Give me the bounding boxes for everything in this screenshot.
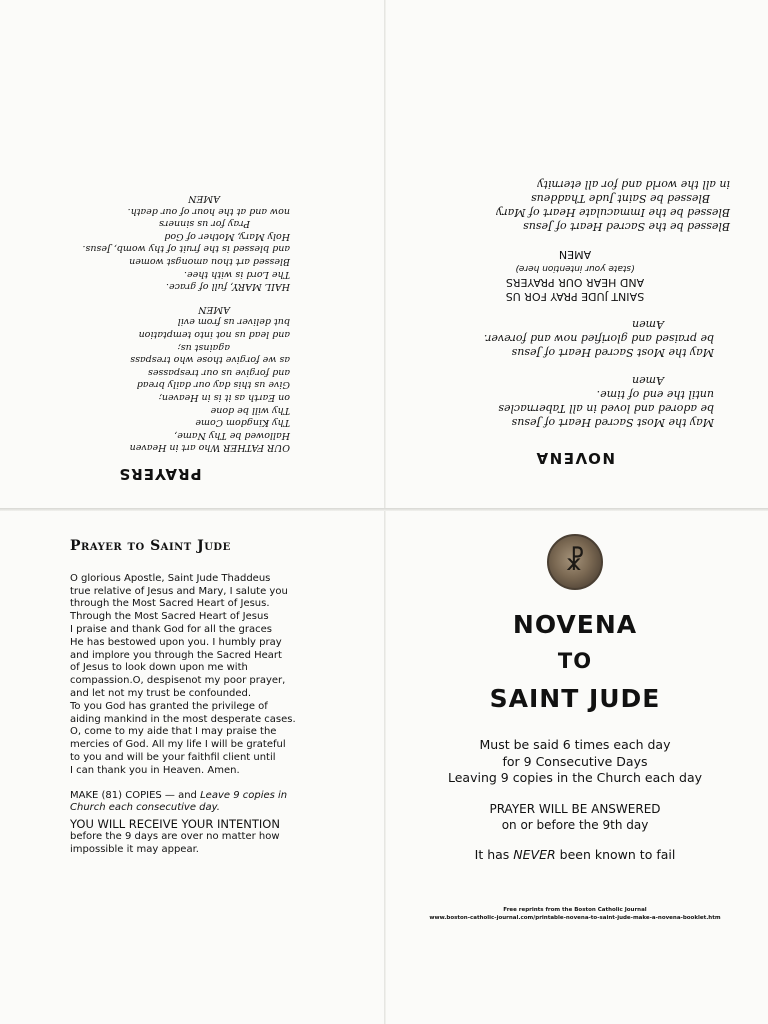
- petition-line: SAINT JUDE PRAY FOR US: [505, 290, 645, 303]
- prayer-line: and let not my trust be confounded.: [70, 687, 252, 699]
- prayer-line: I praise and thank God for all the graces: [70, 623, 272, 635]
- make-copies-instruction: [70, 790, 360, 816]
- novena-title: NOVENA: [535, 449, 615, 467]
- our-father-line: Hallowed be Thy Name,: [174, 429, 290, 441]
- hail-mary-line: now and at the hour of our death.: [127, 205, 290, 217]
- novena-panel: [410, 125, 740, 465]
- blessed-line: Blessed be the Immaculate Heart of Mary: [496, 206, 730, 219]
- novena-line: Amen: [632, 318, 664, 331]
- novena-stanza-2: [410, 317, 740, 359]
- petition-amen: AMEN: [558, 248, 592, 261]
- instruction-line: Leaving 9 copies in the Church each day: [448, 770, 702, 785]
- prayer-line: to you and will be your faithfil client until: [70, 751, 276, 763]
- hail-mary-line: HAIL MARY, full of grace.: [166, 281, 290, 293]
- our-father-prayer: [30, 302, 290, 453]
- hail-mary-prayer: [30, 192, 290, 293]
- answered-line: on or before the 9th day: [501, 817, 649, 832]
- hail-mary-line: and blessed is the fruit of thy womb, Jesus.: [82, 243, 290, 255]
- prayer-line: He has bestowed upon you. I humbly pray: [70, 636, 282, 648]
- our-father-line: and forgive us our trespasses: [147, 366, 290, 378]
- fail-pre: It has: [474, 846, 514, 862]
- saint-jude-prayer-panel: [70, 540, 360, 900]
- instruction-line: for 9 Consecutive Days: [502, 753, 648, 769]
- instruction-line: Must be said 6 times each day: [479, 737, 671, 752]
- cover-title-line: NOVENA: [512, 610, 638, 639]
- blessed-stanza: [410, 177, 740, 233]
- prayer-line: O, come to my aide that I may praise the: [70, 726, 277, 738]
- fail-post: been known to fail: [555, 846, 676, 862]
- cover-answered: [395, 801, 755, 833]
- cover-panel: [395, 530, 755, 930]
- our-father-line: Thy Kingdom Come: [195, 417, 290, 429]
- hail-mary-line: Holy Mary, Mother of God: [164, 230, 290, 242]
- our-father-line: against us;: [177, 341, 230, 353]
- our-father-line: and lead us not into temptation: [138, 329, 290, 341]
- novena-line: Amen: [632, 374, 664, 387]
- hail-mary-line: AMEN: [188, 193, 220, 205]
- petition-line: AND HEAR OUR PRAYERS: [505, 276, 645, 289]
- our-father-line: as we forgive those who trespass: [130, 354, 290, 366]
- prayer-line: true relative of Jesus and Mary, I salute you: [70, 585, 288, 597]
- cover-title-line: SAINT JUDE: [489, 684, 661, 713]
- fail-emphasis: NEVER: [513, 846, 556, 862]
- prayer-line: Through the Most Sacred Heart of Jesus: [70, 611, 269, 623]
- our-father-line: Thy will be done: [210, 404, 290, 416]
- prayer-line: mercies of God. All my life I will be grateful: [70, 739, 286, 751]
- blessed-line: Blessed be Saint Jude Thaddeus: [531, 192, 710, 205]
- footer-url: www.boston-catholic-journal.com/printable-novena-to-saint-jude-make-a-novena-booklet.htm: [429, 914, 721, 921]
- novena-line: be praised and glorified now and forever.: [483, 332, 714, 345]
- receive-line: before the 9 days are over no matter how: [70, 831, 280, 843]
- chi-rho-glyph: ☧: [564, 547, 586, 577]
- receive-headline: YOU WILL RECEIVE YOUR INTENTION: [70, 817, 280, 832]
- our-father-line: but deliver us from evil: [177, 316, 290, 328]
- saint-jude-prayer-title: Prayer to Saint Jude: [70, 538, 231, 554]
- footer-credit: Free reprints from the Boston Catholic Journal: [503, 906, 647, 913]
- prayer-line: through the Most Sacred Heart of Jesus.: [70, 598, 270, 610]
- answered-line: PRAYER WILL BE ANSWERED: [489, 801, 661, 816]
- our-father-line: on Earth as it is in Heaven;: [158, 392, 290, 404]
- blessed-line: in all the world and for all eternity: [537, 178, 730, 191]
- prayer-line: To you God has granted the privilege of: [70, 700, 268, 712]
- prayers-panel: [30, 150, 290, 483]
- saint-jude-prayer-body: [70, 573, 360, 778]
- cover-title: [395, 606, 755, 717]
- novena-line: May the Most Sacred Heart of Jesus: [511, 416, 714, 429]
- novena-stanza-1: [410, 373, 740, 429]
- our-father-line: Give us this day our daily bread: [136, 379, 290, 391]
- saint-jude-petition: [410, 247, 740, 303]
- never-fail-line: [395, 847, 755, 862]
- make-copies-italic: Leave 9 copies in: [200, 789, 288, 801]
- cover-footer: [395, 906, 755, 922]
- hail-mary-line: Pray for us sinners: [159, 218, 250, 230]
- prayers-title: PRAYERS: [118, 465, 202, 483]
- make-copies-italic: Church each consecutive day.: [70, 802, 220, 814]
- prayer-line: of Jesus to look down upon me with: [70, 662, 248, 674]
- cover-title-line: TO: [557, 649, 593, 673]
- make-copies-prefix: MAKE (81) COPIES — and: [70, 789, 197, 801]
- novena-line: May the Most Sacred Heart of Jesus: [511, 346, 714, 359]
- prayer-line: I can thank you in Heaven. Amen.: [70, 764, 240, 776]
- novena-line: be adored and loved in all Tabernacles: [498, 402, 714, 415]
- prayer-line: O glorious Apostle, Saint Jude Thaddeus: [70, 572, 271, 584]
- blessed-line: Blessed be the Sacred Heart of Jesus: [523, 220, 730, 233]
- receive-intention: [70, 817, 360, 857]
- prayer-line: aiding mankind in the most desperate cases.: [70, 713, 296, 725]
- chi-rho-emblem-icon: [547, 534, 603, 590]
- hail-mary-line: The Lord is with thee.: [183, 268, 290, 280]
- receive-line: impossible it may appear.: [70, 843, 199, 855]
- novena-line: until the end of time.: [596, 388, 714, 401]
- prayer-line: and implore you through the Sacred Heart: [70, 649, 282, 661]
- cover-instructions: [395, 737, 755, 787]
- vertical-fold-line: [384, 0, 386, 1024]
- horizontal-fold-line: [0, 508, 768, 511]
- prayer-line: compassion.O, despisenot my poor prayer,: [70, 675, 286, 687]
- our-father-line: OUR FATHER Who art in Heaven: [129, 442, 290, 454]
- our-father-line: AMEN: [198, 303, 230, 315]
- intention-note: (state your intention here): [515, 263, 635, 273]
- hail-mary-line: Blessed art thou amongst women: [129, 256, 290, 268]
